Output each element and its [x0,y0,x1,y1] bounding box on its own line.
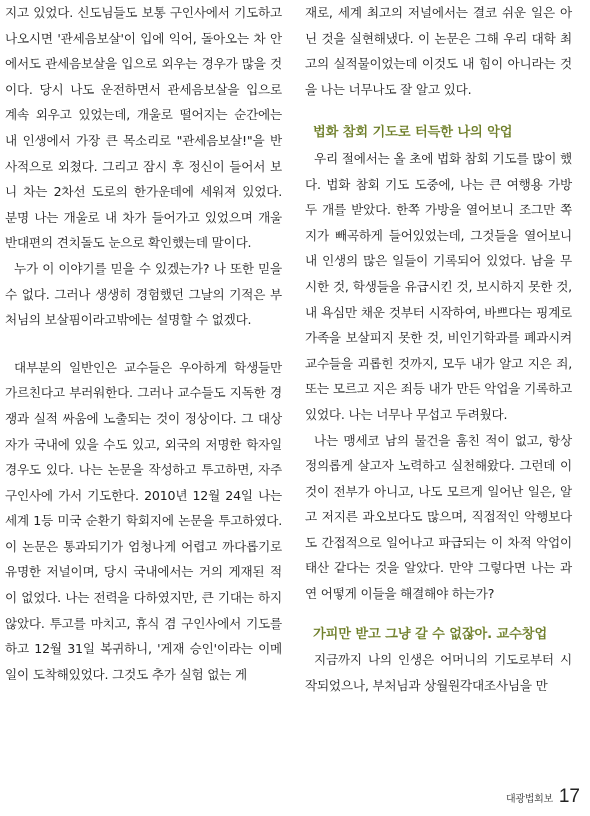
paragraph-gap [5,333,282,355]
right-paragraph-3: 나는 맹세코 남의 물건을 훔친 적이 없고, 항상 정의롭게 살고자 노력하고 실천해왔다. 그런데 이것이 전부가 아니고, 나도 모르게 일어난 일은, 알고 저지른 과오보다도 많으며, 직접적인 악행보다도 간접적으로 일어나고 파급되는 이 차적 악업이 태산 같다는 것을 알았다. 만약 그렇다면 나는 과연 어떻게 이들을 해결해야 하는가? [305,432,572,602]
right-paragraph-4: 지금까지 나의 인생은 어머니의 기도로부터 시작되었으나, 부처님과 상월원각대조사님을 만 [305,652,572,693]
right-column [305,0,572,698]
left-paragraph-2: 누가 이 이야기를 믿을 수 있겠는가? 나 또한 믿을 수 없다. 그러나 생생히 경험했던 그날의 기적은 부처님의 보살핌이라고밖에는 설명할 수 없겠다. [5,260,282,328]
page-footer [506,786,580,808]
right-paragraph-1: 재로, 세계 최고의 저널에서는 결코 쉬운 일은 아닌 것을 실현해냈다. 이 논문은 그해 우리 대학 최고의 실적물이었는데 이것도 내 힘이 아니라는 것을 나는 너무나도 잘 알고 있다. [305,5,572,97]
left-paragraph-1: 지고 있었다. 신도님들도 보통 구인사에서 기도하고 나오시면 '관세음보살'이 입에 익어, 돌아오는 차 안에서도 관세음보살을 입으로 외우는 경우가 많을 것이다. 당시 나도 운전하면서 관세음보살을 입으로 계속 외우고 있었는데, 개울로 떨어지는 순간에는 내 인생에서 가장 큰 목소리로 "관세음보살!"을 반사적으로 외쳤다. 그리고 잠시 후 정신이 들어서 보니 차는 2차선 도로의 한가운데에 세워져 있었다. 분명 나는 개울로 내 차가 들어가고 있었으며 개울 반대편의 견치돌도 눈으로 확인했는데 말이다. [5,5,282,251]
publication-name: 대광법회보 [506,794,553,805]
left-column [5,0,282,687]
section-heading-bad-karma: 법화 참회 기도로 터득한 나의 악업 [313,125,513,141]
section-heading-startup: 가피만 받고 그냥 갈 수 없잖아. 교수창업 [313,626,548,642]
page-number: 17 [558,786,580,807]
right-paragraph-2: 우리 절에서는 올 초에 법화 참회 기도를 많이 했다. 법화 참회 기도 도중에, 나는 큰 여행용 가방 두 개를 받았다. 한쪽 가방을 열어보니 조그만 쪽지가 빼곡하게 들어있었는데, 그것들을 열어보니 내 인생의 많은 일들이 기록되어 있었다. 남을 무시한 것, 학생들을 유급시킨 것, 보시하지 못한 것, 내 욕심만 채운 것부터 시작하여, 바쁘다는 핑계로 가족을 보살피지 못한 것, 비인기학과를 폐과시켜 교수들을 괴롭힌 것까지, 모두 내가 알고 지은 죄, 또는 모르고 지은 죄등 내가 만든 악업을 기록하고 있었다. 나는 너무나 무섭고 두려웠다. [305,150,572,422]
left-paragraph-3: 대부분의 일반인은 교수들은 우아하게 학생들만 가르친다고 부러워한다. 그러나 교수들도 지독한 경쟁과 실적 싸움에 노출되는 것이 정상이다. 그 대상자가 국내에 있을 수도 있고, 외국의 저명한 학자일 경우도 있다. 나는 논문을 작성하고 투고하면, 자주 구인사에 가서 기도한다. 2010년 12월 24일 나는 세계 1등 미국 순환기 학회지에 논문을 투고하였다. 이 논문은 통과되기가 엄청나게 어렵고 까다롭기로 유명한 저널이며, 당시 국내에서는 거의 게재된 적이 없었다. 나는 전력을 다하였지만, 큰 기대는 하지 않았다. 투고를 마치고, 휴식 겸 구인사에서 기도를 하고 12월 31일 복귀하니, '게재 승인'이라는 이메일이 도착해있었다. 그것도 추가 실험 없는 게 [5,359,282,682]
